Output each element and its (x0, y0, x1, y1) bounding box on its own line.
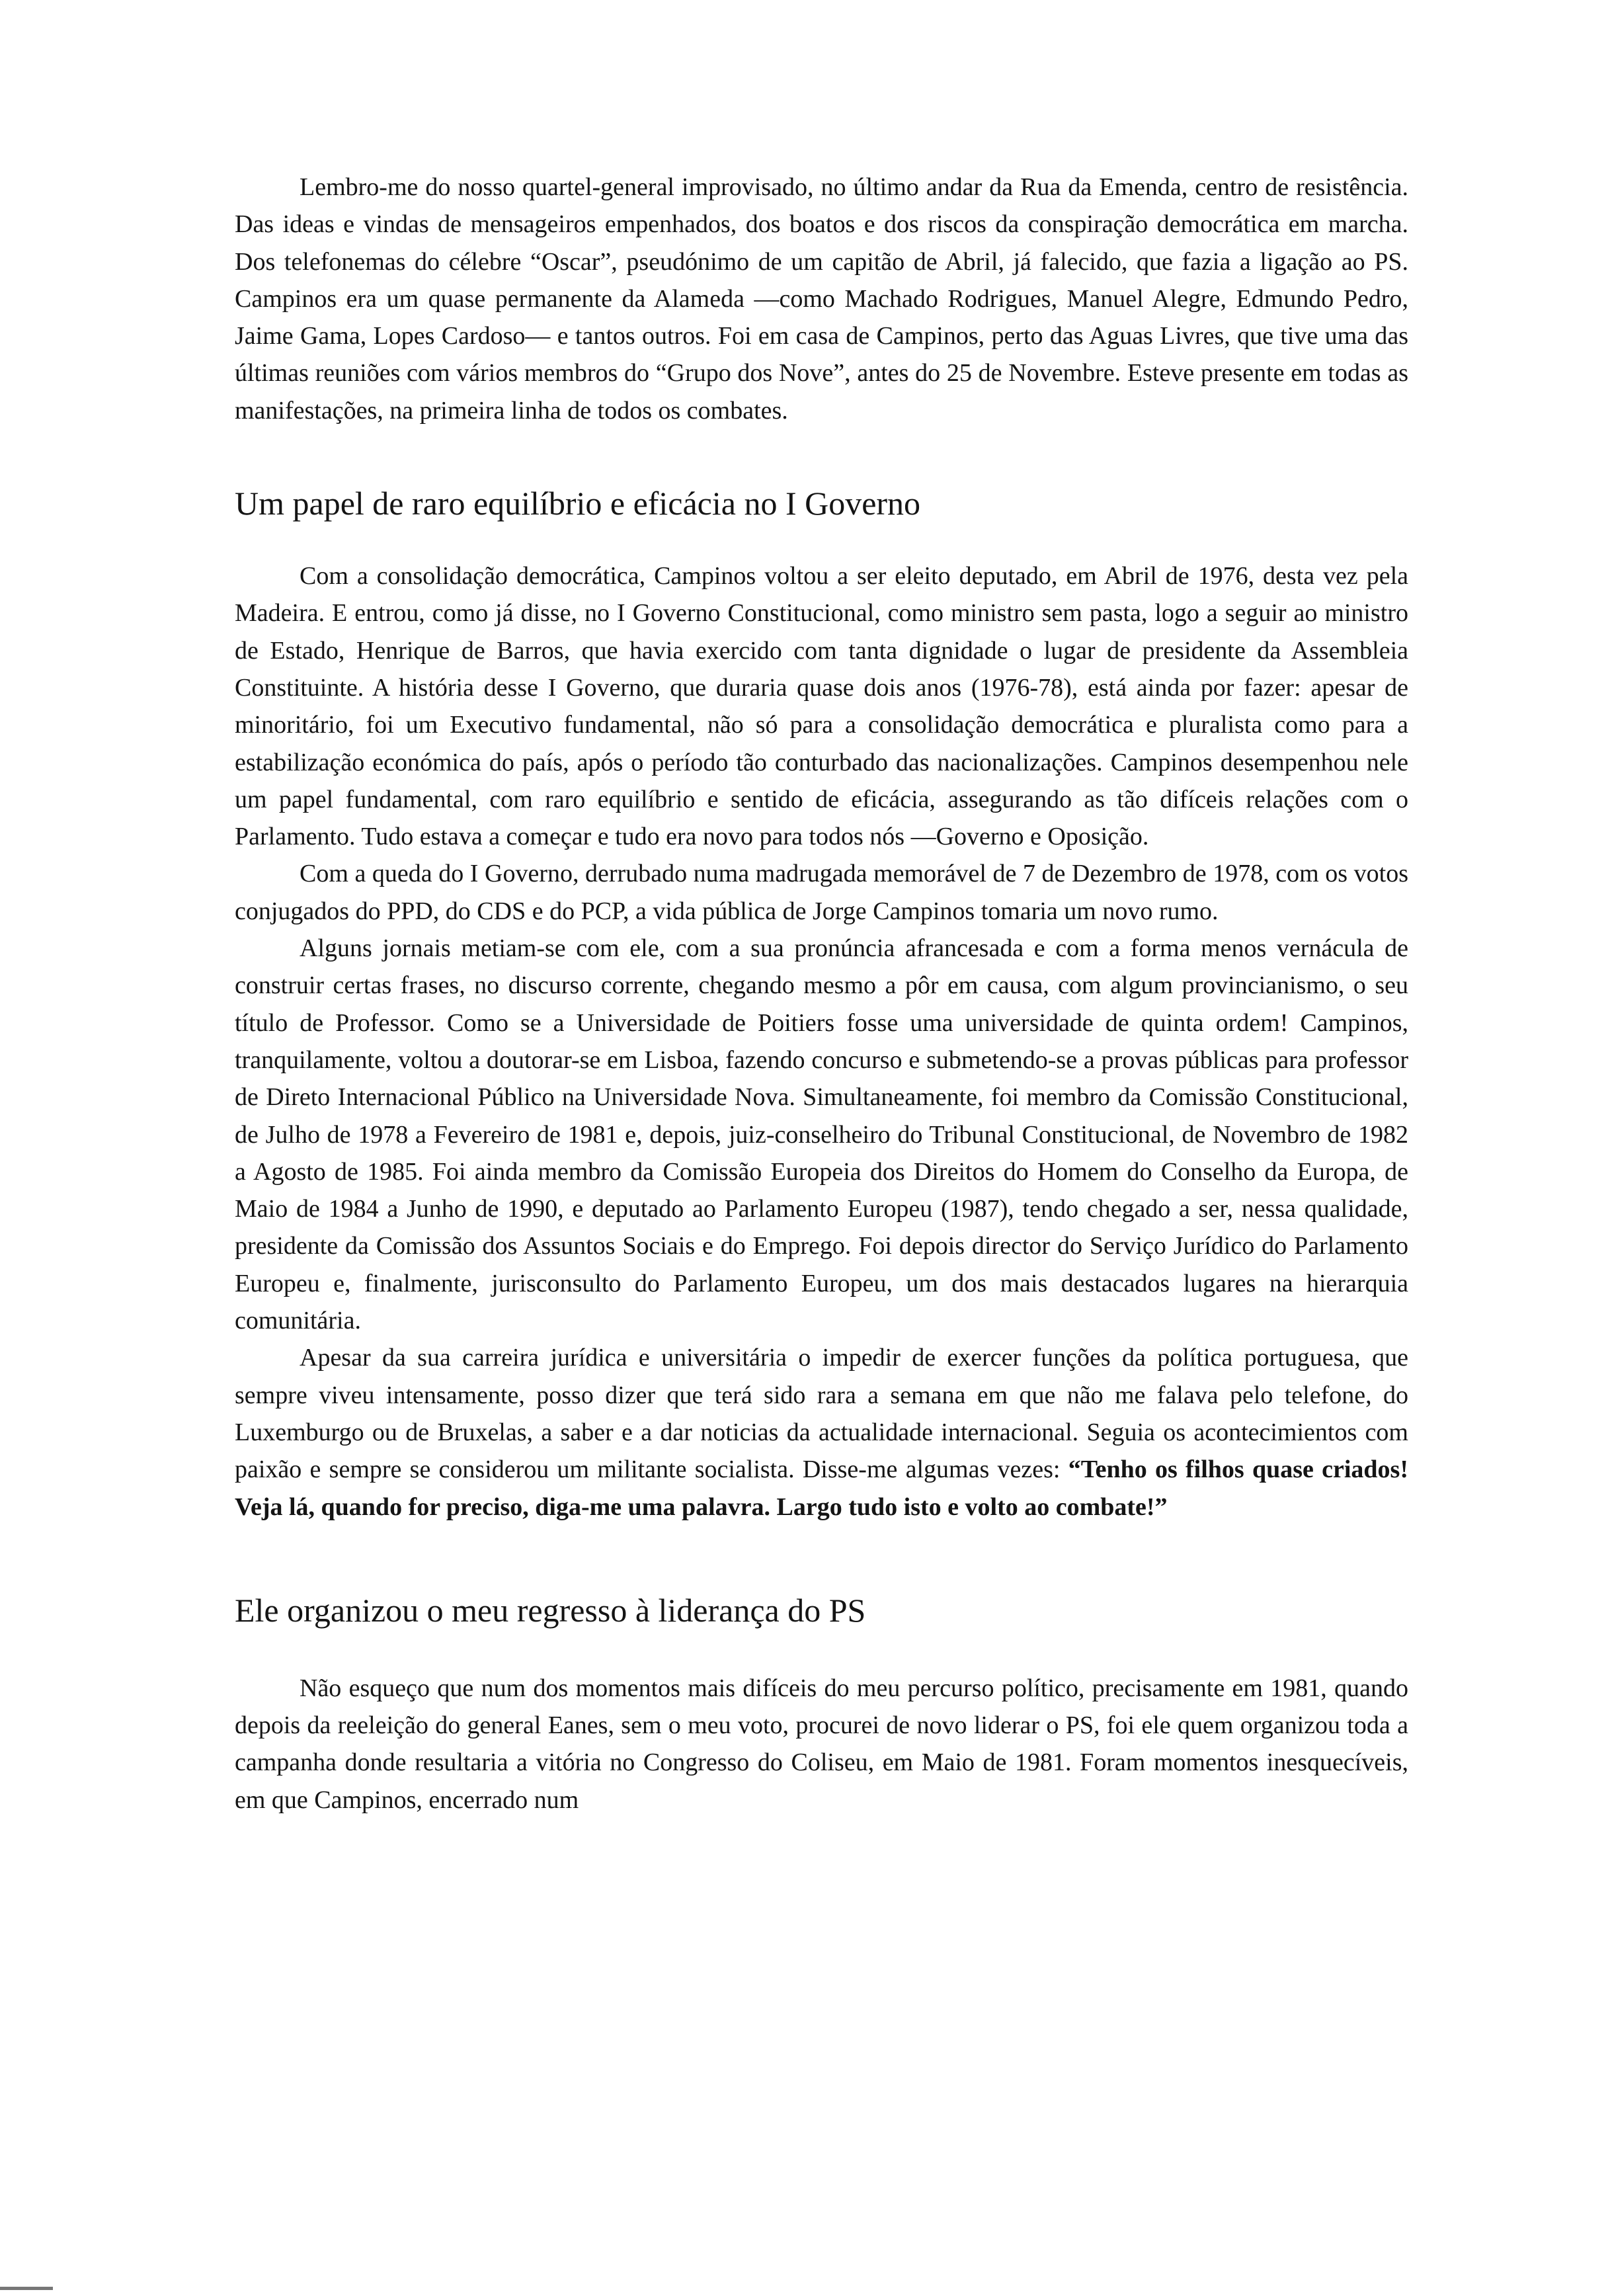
bold-quote: “Tenho os filhos quase criados! Veja lá, quando for preciso, diga-me uma palavra. Largo tudo isto e volto ao combate!” (235, 1456, 1408, 1521)
paragraph-congress: Não esqueço que num dos momentos mais difíceis do meu percurso político, precisamente em 1981, quando depois da reeleição do general Eanes, sem o meu voto, procurei de novo liderar o PS, foi ele quem organizou toda a campanha donde resultaria a vitória no Congresso do Coliseu, em Maio de 1981. Foram momentos inesquecíveis, em que Campinos, encerrado num (235, 1674, 1408, 1814)
paragraph-resistance: Lembro-me do nosso quartel-general improvisado, no último andar da Rua da Emenda, centro de resistência. Das ideas e vindas de mensageiros empenhados, dos boatos e dos riscos da conspiração democrática em marcha. Dos telefonemas do célebre “Oscar”, pseudónimo de um capitão de Abril, já falecido, que fazia a ligação ao PS. Campinos era um quase permanente da Alameda —como Machado Rodrigues, Manuel Alegre, Edmundo Pedro, Jaime Gama, Lopes Cardoso— e tantos outros. Foi em casa de Campinos, perto das Aguas Livres, que tive uma das últimas reuniões com vários membros do “Grupo dos Nove”, antes do 25 de Novembre. Esteve presente em todas as manifestações, na primeira linha de todos os combates. (235, 173, 1408, 425)
document-page (235, 169, 1408, 1819)
scan-edge-mark (0, 2287, 53, 2290)
paragraph-socialist-text: Apesar da sua carreira jurídica e universitária o impedir de exercer funções da política portuguesa, que sempre viveu intensamente, posso dizer que terá sido rara a semana em que não me falava pelo telefone, do Luxemburgo ou de Bruxelas, a saber e a dar noticias da actualidade internacional. Seguia os acontecimientos com paixão e sempre se considerou um militante socialista. Disse-me algumas vezes: (235, 1344, 1408, 1484)
section-heading-ps-leadership: Ele organizou o meu regresso à liderança do PS (235, 1591, 866, 1629)
paragraph-socialist-militant (235, 1339, 1408, 1525)
section-heading-first-government: Um papel de raro equilíbrio e eficácia no I Governo (235, 485, 921, 522)
paragraph-career: Alguns jornais metiam-se com ele, com a sua pronúncia afrancesada e com a forma menos vernácula de construir certas frases, no discurso corrente, chegando mesmo a pôr em causa, com algum provincianismo, o seu título de Professor. Como se a Universidade de Poitiers fosse uma universidade de quinta ordem! Campinos, tranquilamente, voltou a doutorar-se em Lisboa, fazendo concurso e submetendo-se a provas públicas para professor de Direto Internacional Público na Universidade Nova. Simultaneamente, foi membro da Comissão Constitucional, de Julho de 1978 a Fevereiro de 1981 e, depois, juiz-conselheiro do Tribunal Constitucional, de Novembro de 1982 a Agosto de 1985. Foi ainda membro da Comissão Europeia dos Direitos do Homem do Conselho da Europa, de Maio de 1984 a Junho de 1990, e deputado ao Parlamento Europeu (1987), tendo chegado a ser, nessa qualidade, presidente da Comissão dos Assuntos Sociais e do Emprego. Foi depois director do Serviço Jurídico do Parlamento Europeu e, finalmente, jurisconsulto do Parlamento Europeu, um dos mais destacados lugares na hierarquia comunitária. (235, 934, 1408, 1335)
paragraph-consolidation: Com a consolidação democrática, Campinos voltou a ser eleito deputado, em Abril de 1976, desta vez pela Madeira. E entrou, como já disse, no I Governo Constitucional, como ministro sem pasta, logo a seguir ao ministro de Estado, Henrique de Barros, que havia exercido com tanta dignidade o lugar de presidente da Assembleia Constituinte. A história desse I Governo, que duraria quase dois anos (1976-78), está ainda por fazer: apesar de minoritário, foi um Executivo fundamental, não só para a consolidação democrática e pluralista como para a estabilização económica do país, após o período tão conturbado das nacionalizações. Campinos desempenhou nele um papel fundamental, com raro equilíbrio e sentido de eficácia, assegurando as tão difíceis relações com o Parlamento. Tudo estava a começar e tudo era novo para todos nós —Governo e Oposição. (235, 562, 1408, 851)
paragraph-fall-of-government: Com a queda do I Governo, derrubado numa madrugada memorável de 7 de Dezembro de 1978, com os votos conjugados do PPD, do CDS e do PCP, a vida pública de Jorge Campinos tomaria um novo rumo. (235, 860, 1408, 925)
